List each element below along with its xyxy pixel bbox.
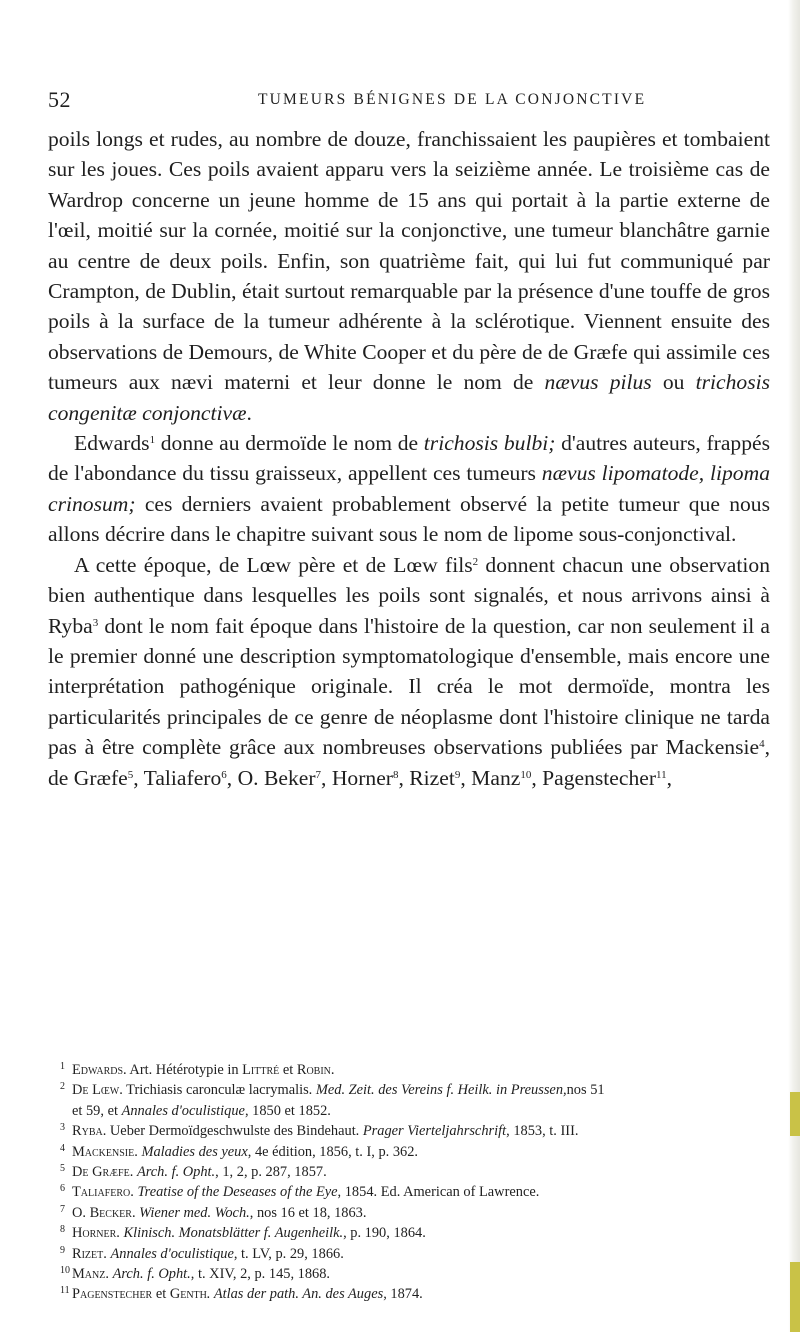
- footnote-ref: 6: [221, 768, 227, 781]
- footnote: 1 Edwards. Art. Hétérotypie in Littré et Robin.: [60, 1061, 335, 1078]
- footnote-ref: 9: [454, 768, 461, 781]
- footnote-ref: 7: [315, 768, 322, 781]
- page-edge-tab-top: [790, 1092, 800, 1136]
- footnote: 8 Horner. Klinisch. Monatsblätter f. Augenheilk., p. 190, 1864.: [60, 1224, 426, 1242]
- footnote: 9 Rizet. Annales d'oculistique, t. LV, p. 29, 1866.: [60, 1244, 344, 1262]
- paragraph: poils longs et rudes, au nombre de douze, franchissaient les paupières et tombaient sur les joues. Ces poils avaient apparu vers la seizième année. Le troisième cas de Wardrop concerne un jeune homme de 15 ans qui portait à la partie externe de l'œil, moitié sur la cornée, moitié sur la conjonctive, une tumeur blanchâtre garnie au centre de deux poils. Enfin, son quatrième fait, qui lui fut communiqué par Crampton, de Dublin, était surtout remarquable par la présence d'une touffe de gros poils à la surface de la tumeur adhérente à la sclérotique. Viennent ensuite des observations de Demours, de White Cooper et du père de de Græfe qui assimile ces tumeurs aux nævi materni et leur donne le nom de nævus pilus ou trichosis congenitæ conjonctivæ.: [48, 127, 770, 425]
- footnote-ref: 1: [149, 434, 156, 447]
- paragraph: Edwards$^1$ donne au dermoïde le nom de trichosis bulbi; d'autres auteurs, frappés de l'abondance du tissu graisseux, appellent ces tumeurs nævus lipomatode, lipoma crinosum; ces derniers avaient probablement observé la petite tumeur que nous allons décrire dans le chapitre suivant sous le nom de lipome sous-conjonctival.: [48, 431, 770, 547]
- footnote-ref: 5: [127, 768, 134, 781]
- footnote: 10 Manz. Arch. f. Opht., t. XIV, 2, p. 145, 1868.: [60, 1265, 331, 1283]
- page-number: 52: [48, 87, 71, 112]
- running-head: [48, 87, 768, 117]
- footnote: 11 Pagenstecher et Genth. Atlas der path. An. des Auges, 1874.: [60, 1285, 423, 1303]
- footnote: 5 De Græfe. Arch. f. Opht., 1, 2, p. 287, 1857.: [60, 1163, 327, 1181]
- paragraph: A cette époque, de Lœw père et de Lœw fils$^2$ donnent chacun une observation bien authentique dans lesquelles les poils sont signalés, et nous arrivons ainsi à Ryba$^3$ dont le nom fait époque dans l'histoire de la question, car non seulement il a le premier donné une description symptomatologique d'ensemble, mais encore une interprétation pathogénique originale. Il créa le mot dermoïde, montra les particularités principales de ce genre de néoplasme dont l'histoire clinique ne tarda pas à être complète grâce aux nombreuses observations publiées par Mackensie$^4$, de Græfe$^5$, Taliafero$^6$, O. Beker$^7$, Horner$^8$, Rizet$^9$, Manz$^{10}$, Pagenstecher$^{11}$,: [48, 552, 770, 790]
- footnote-ref: 8: [392, 768, 399, 781]
- chapter-title: TUMEURS BÉNIGNES DE LA CONJONCTIVE: [258, 91, 647, 108]
- footnote-ref: 4: [759, 738, 765, 751]
- page-edge-tab-bottom: [790, 1262, 800, 1332]
- footnote: 7 O. Becker. Wiener med. Woch., nos 16 et 18, 1863.: [60, 1203, 367, 1221]
- footnote: 2 De Lœw. Trichiasis caronculæ lacrymalis. Med. Zeit. des Vereins f. Heilk. in Preussen,nos 51: [60, 1081, 605, 1099]
- body-text: [48, 124, 770, 793]
- footnote: 3 Ryba. Ueber Dermoïdgeschwulste des Bindehaut. Prager Vierteljahrschrift, 1853, t. III.: [60, 1122, 579, 1140]
- footnote: 4 Mackensie. Maladies des yeux, 4e édition, 1856, t. I, p. 362.: [60, 1142, 419, 1160]
- footnote-continuation: et 59, et Annales d'oculistique, 1850 et 1852.: [72, 1102, 331, 1119]
- footnote-ref: 3: [92, 616, 99, 629]
- footnote-ref: 2: [472, 555, 479, 568]
- footnote-ref: 10: [520, 768, 532, 781]
- footnote-ref: 11: [656, 768, 667, 781]
- footnote: 6 Taliafero. Treatise of the Deseases of the Eye, 1854. Ed. American of Lawrence.: [60, 1183, 540, 1201]
- footnotes: [60, 1060, 770, 1305]
